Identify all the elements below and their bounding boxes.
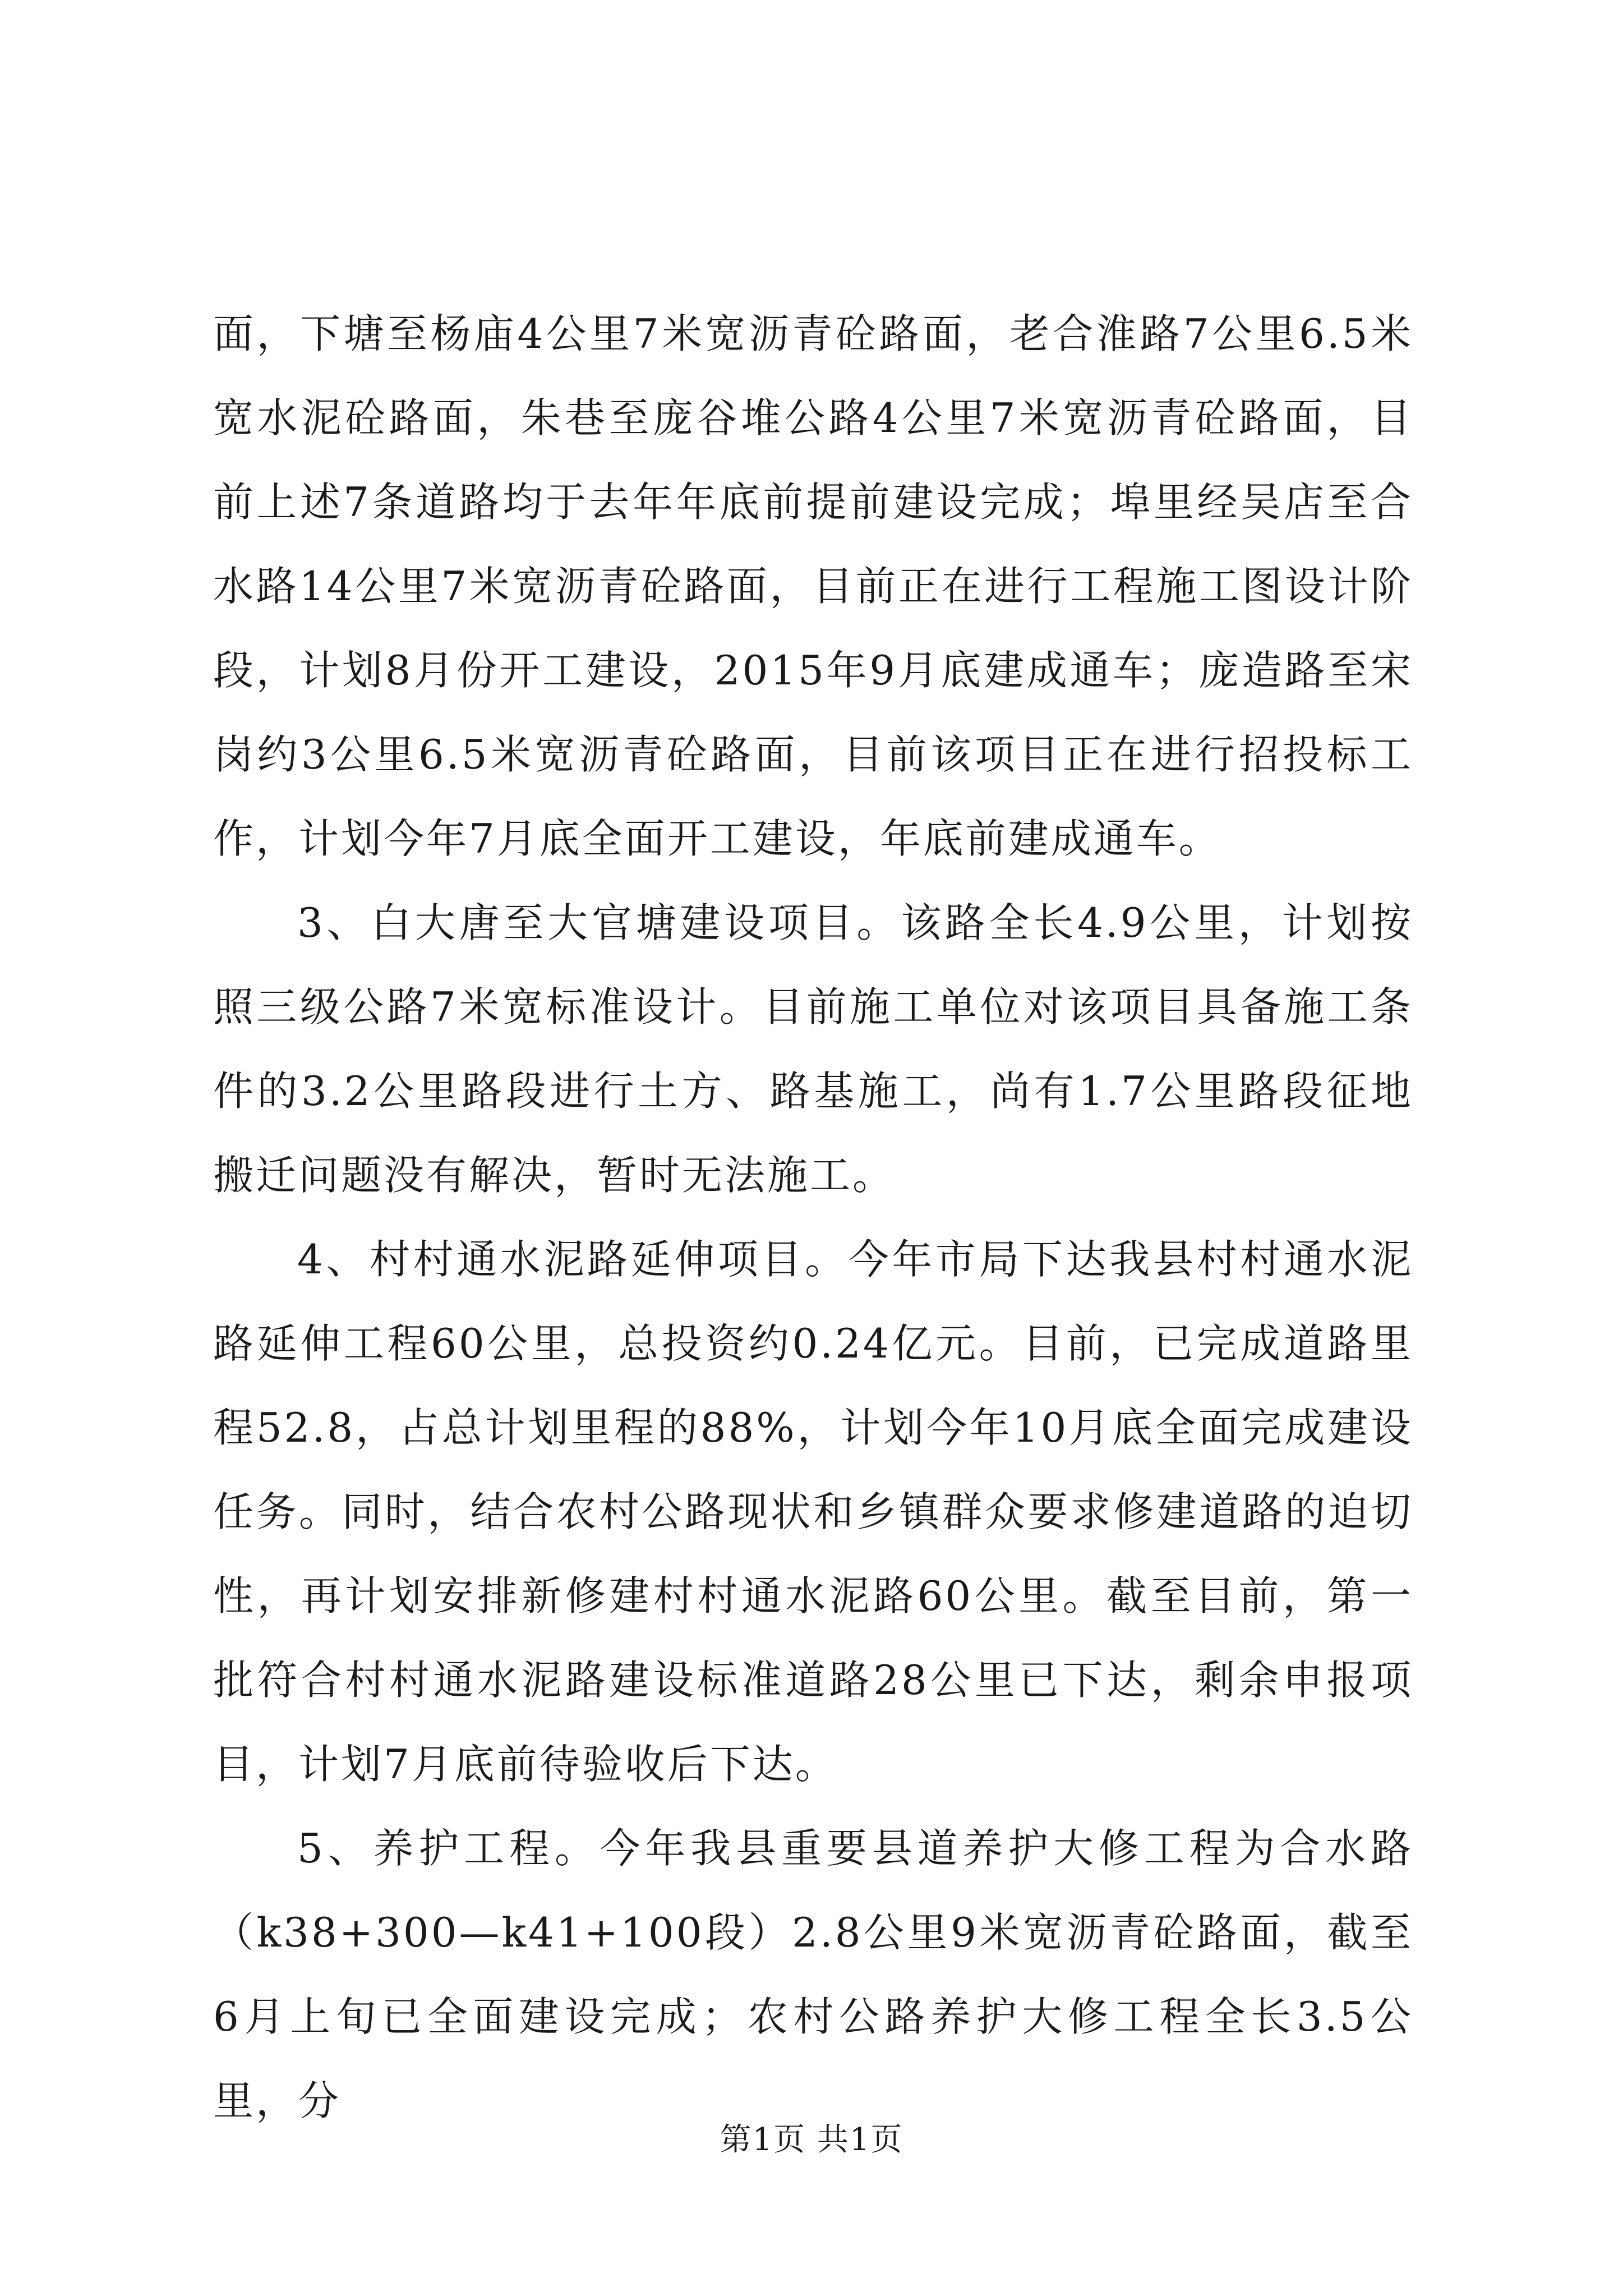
document-body xyxy=(213,292,1413,2143)
paragraph-road-projects-continued: 面，下塘至杨庙4公里7米宽沥青砼路面，老合淮路7公里6.5米宽水泥砼路面，朱巷至庞谷堆公路4公里7米宽沥青砼路面，目前上述7条道路均于去年年底前提前建设完成；埠里经吴店至合水路14公里7米宽沥青砼路面，目前正在进行工程施工图设计阶段，计划8月份开工建设，2015年9月底建成通车；庞造路至宋岗约3公里6.5米宽沥青砼路面，目前该项目正在进行招投标工作，计划今年7月底全面开工建设，年底前建成通车。 xyxy=(213,310,1413,862)
page-number-label: 第1页 共1页 xyxy=(720,2122,903,2158)
page-footer xyxy=(0,2118,1623,2162)
paragraph-item-3: 3、白大唐至大官塘建设项目。该路全长4.9公里，计划按照三级公路7米宽标准设计。目前施工单位对该项目具备施工条件的3.2公里路段进行土方、路基施工，尚有1.7公里路段征地搬迁问题没有解决，暂时无法施工。 xyxy=(213,899,1413,1199)
paragraph-item-5: 5、养护工程。今年我县重要县道养护大修工程为合水路（k38+300—k41+100段）2.8公里9米宽沥青砼路面，截至6月上旬已全面建设完成；农村公路养护大修工程全长3.5公里，分 xyxy=(213,1825,1413,2124)
paragraph-item-4: 4、村村通水泥路延伸项目。今年市局下达我县村村通水泥路延伸工程60公里，总投资约0.24亿元。目前，已完成道路里程52.8，占总计划里程的88%，计划今年10月底全面完成建设任务。同时，结合农村公路现状和乡镇群众要求修建道路的迫切性，再计划安排新修建村村通水泥路60公里。截至目前，第一批符合村村通水泥路建设标准道路28公里已下达，剩余申报项目，计划7月底前待验收后下达。 xyxy=(213,1236,1413,1788)
